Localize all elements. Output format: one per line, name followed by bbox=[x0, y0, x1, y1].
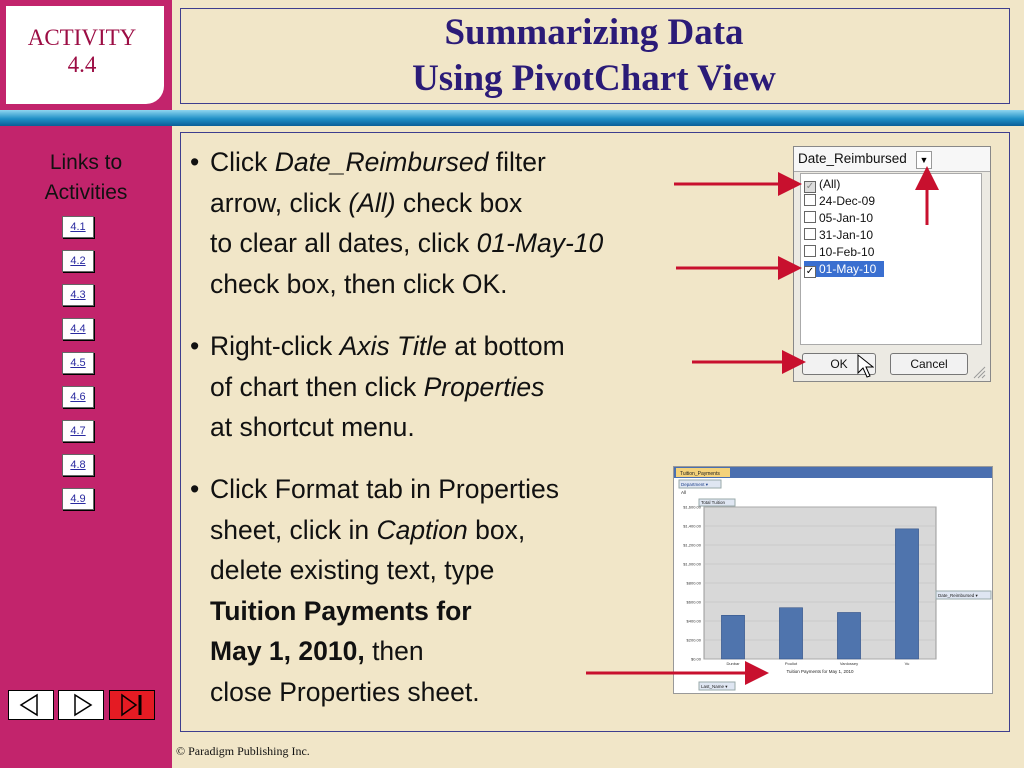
y-tick-label: $1,200.00 bbox=[683, 542, 701, 548]
bullet-text-segment: Date_Reimbursed bbox=[274, 147, 489, 177]
bullet-text-segment: 01-May-10 bbox=[476, 228, 604, 258]
bullet-text-segment: of chart then click bbox=[210, 371, 424, 402]
y-tick-label: $1,600.00 bbox=[683, 504, 701, 510]
filter-option-label: 31-Jan-10 bbox=[819, 228, 874, 242]
bullet-text-segment: at shortcut menu. bbox=[210, 412, 415, 442]
activity-link-4-2[interactable]: 4.2 bbox=[62, 250, 94, 272]
x-tick-label: Vanlossey bbox=[839, 661, 859, 666]
bullet-text-segment: at bottom bbox=[446, 331, 565, 361]
y-tick-label: $1,400.00 bbox=[683, 523, 701, 529]
title-line2: Using PivotChart View bbox=[412, 58, 776, 99]
links-title-line2: Activities bbox=[44, 181, 128, 204]
activity-link-4-8[interactable]: 4.8 bbox=[62, 454, 94, 476]
activity-link-4-1[interactable]: 4.1 bbox=[62, 216, 94, 238]
bullet-text-segment: Tuition Payments for bbox=[210, 595, 472, 626]
filter-field-label: Date_Reimbursed bbox=[798, 151, 907, 166]
activity-label: ACTIVITY bbox=[27, 25, 137, 50]
row-field-label: Last_Name ▾ bbox=[701, 684, 728, 689]
filter-option-label: (All) bbox=[819, 177, 841, 191]
activity-link-4-4[interactable]: 4.4 bbox=[62, 318, 94, 340]
bullet-text-segment: (All) bbox=[348, 187, 396, 218]
series-button-label: Total Tuition bbox=[701, 500, 726, 505]
x-axis-title: Tuition Payments for May 1, 2010 bbox=[786, 669, 854, 674]
y-tick-label: $600.00 bbox=[686, 599, 701, 605]
y-tick-label: $1,000.00 bbox=[683, 561, 701, 567]
activity-link-4-9[interactable]: 4.9 bbox=[62, 488, 94, 510]
bullet-text-segment: Click bbox=[210, 147, 275, 177]
x-tick-label: Vu bbox=[904, 661, 910, 666]
tab-label: Tuition_Payments bbox=[680, 471, 720, 477]
activity-number: 4.4 bbox=[67, 52, 97, 77]
bullet-text-segment: sheet, click in bbox=[210, 514, 377, 545]
bullet-dot: • bbox=[190, 331, 200, 361]
bullet-text-segment: Click Format tab in Properties bbox=[210, 474, 560, 504]
bullet-text-segment: arrow, click bbox=[210, 187, 349, 218]
bullet-text-segment: close Properties sheet. bbox=[210, 676, 480, 707]
bullet-text-segment: check box bbox=[395, 187, 523, 218]
copyright-footer: © Paradigm Publishing Inc. bbox=[176, 744, 310, 758]
bullet-text-segment: filter bbox=[488, 147, 546, 177]
bullet-text-segment: then bbox=[364, 636, 424, 666]
bullet-text-segment: May 1, 2010, bbox=[210, 636, 365, 666]
activity-link-4-5[interactable]: 4.5 bbox=[62, 352, 94, 374]
chevron-down-icon[interactable]: ▼ bbox=[916, 151, 932, 169]
filter-field-label: Department ▾ bbox=[681, 482, 709, 487]
filter-value: All bbox=[681, 490, 687, 495]
activity-link-4-3[interactable]: 4.3 bbox=[62, 284, 94, 306]
cancel-label: Cancel bbox=[910, 357, 948, 371]
title-line1: Summarizing Data bbox=[444, 12, 744, 53]
bullet-text-segment: Axis Title bbox=[339, 331, 447, 361]
filter-option-label: 05-Jan-10 bbox=[819, 211, 874, 225]
y-tick-label: $0.00 bbox=[690, 656, 701, 662]
filter-option-label: 24-Dec-09 bbox=[819, 194, 876, 208]
bullet-text-segment: to clear all dates, click bbox=[210, 228, 477, 258]
bullet-text-segment: Caption bbox=[376, 514, 468, 545]
ok-label: OK bbox=[830, 357, 848, 371]
checkbox-icon[interactable]: ✓ bbox=[805, 266, 815, 277]
checkbox-icon[interactable]: ✓ bbox=[805, 181, 815, 192]
y-tick-label: $200.00 bbox=[686, 637, 701, 643]
bullet-text-segment: Right-click bbox=[210, 331, 340, 361]
x-tick-label: Pouliot bbox=[784, 661, 798, 666]
y-tick-label: $400.00 bbox=[686, 618, 701, 624]
bullet-text-segment: Properties bbox=[423, 371, 545, 402]
activity-link-4-6[interactable]: 4.6 bbox=[62, 386, 94, 408]
bullet-text-segment: delete existing text, type bbox=[210, 555, 495, 585]
y-tick-label: $800.00 bbox=[686, 580, 701, 586]
x-tick-label: Dunbar bbox=[726, 661, 740, 666]
bullet-dot: • bbox=[190, 147, 200, 177]
filter-option-label: 01-May-10 bbox=[819, 262, 877, 276]
bullet-text-segment: check box, then click OK. bbox=[210, 268, 508, 299]
legend-field-label: Date_Reimbursed ▾ bbox=[938, 593, 978, 598]
bullet-dot: • bbox=[190, 474, 200, 504]
links-title-line1: Links to bbox=[49, 151, 123, 174]
bullet-text-segment: box, bbox=[467, 514, 526, 545]
filter-option-label: 10-Feb-10 bbox=[819, 245, 875, 259]
activity-link-4-7[interactable]: 4.7 bbox=[62, 420, 94, 442]
